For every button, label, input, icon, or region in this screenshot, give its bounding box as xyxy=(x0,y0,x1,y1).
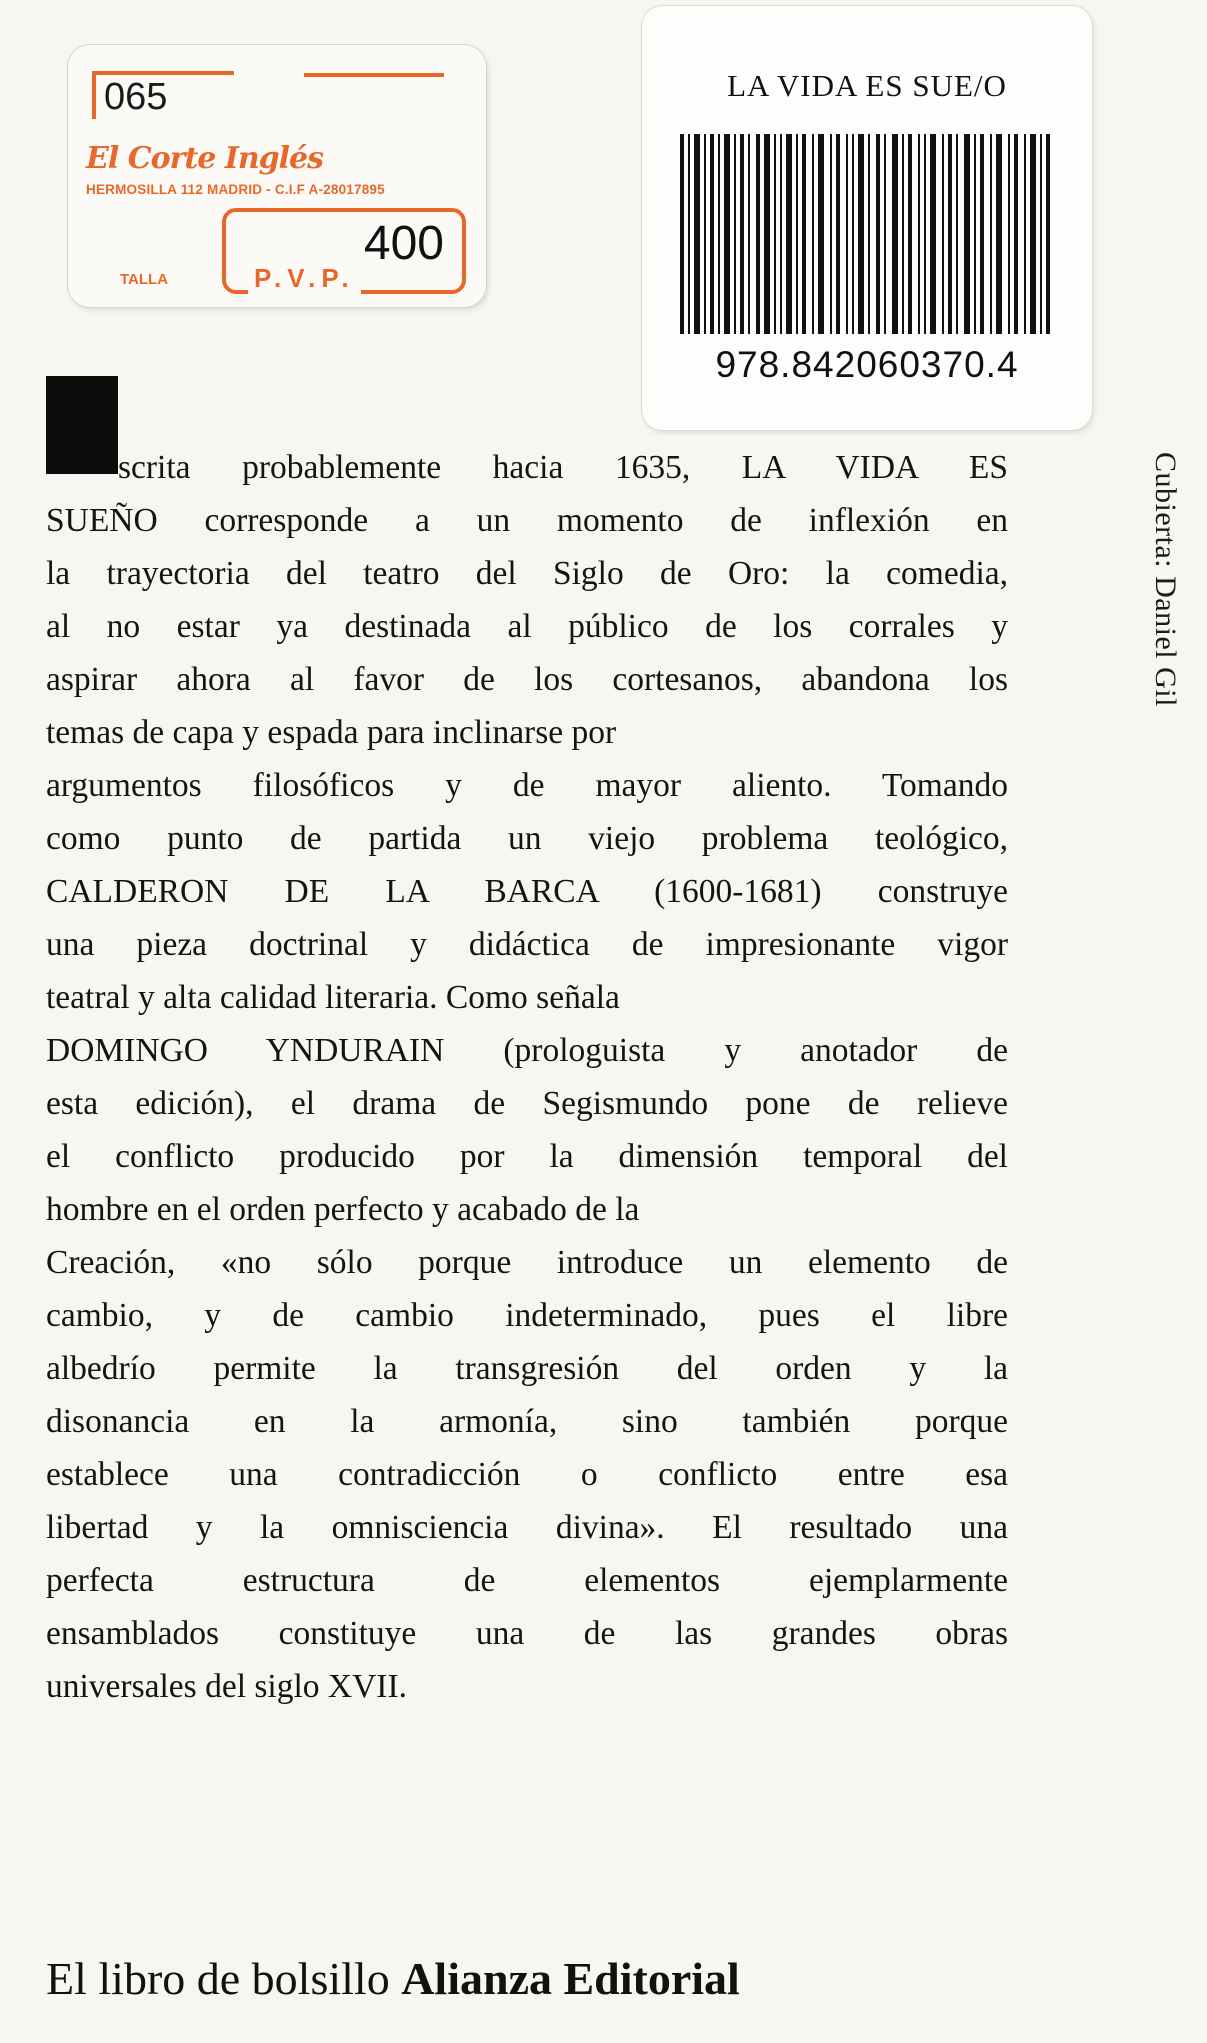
synopsis-line: ensamblados constituye una de las grandes obras xyxy=(46,1615,1008,1652)
synopsis-line: teatral y alta calidad literaria. Como señala xyxy=(46,979,620,1016)
price-box xyxy=(222,208,466,294)
publisher-name: Alianza Editorial xyxy=(401,1953,740,2004)
synopsis-line: aspirar ahora al favor de los cortesanos, abandona los xyxy=(46,661,1008,698)
synopsis-line: universales del siglo XVII. xyxy=(46,1668,407,1705)
synopsis-line: argumentos filosóficos y de mayor aliento. Tomando xyxy=(46,767,1008,804)
synopsis-line: al no estar ya destinada al público de los corrales y xyxy=(46,608,1008,645)
price-sticker xyxy=(68,45,486,307)
synopsis-line: CALDERON DE LA BARCA (1600-1681) construye xyxy=(46,873,1008,910)
isbn-number: 978.842060370.4 xyxy=(715,344,1019,385)
sticker-code: 065 xyxy=(92,71,234,119)
publisher-imprint xyxy=(46,1952,740,2005)
synopsis-line: albedrío permite la transgresión del orden y la xyxy=(46,1350,1008,1387)
synopsis-line: la trayectoria del teatro del Siglo de Oro: la comedia, xyxy=(46,555,1008,592)
synopsis-line: perfecta estructura de elementos ejemplarmente xyxy=(46,1562,1008,1599)
synopsis-line: libertad y la omnisciencia divina». El resultado una xyxy=(46,1509,1008,1546)
drop-cap: E xyxy=(46,376,118,474)
synopsis-line: una pieza doctrinal y didáctica de impresionante vigor xyxy=(46,926,1008,963)
price-value: 400 xyxy=(363,217,444,270)
synopsis-line: el conflicto producido por la dimensión temporal del xyxy=(46,1138,1008,1175)
store-address: HERMOSILLA 112 MADRID - C.I.F A-28017895 xyxy=(86,182,385,197)
sticker-rule xyxy=(304,73,444,77)
series-name: El libro de bolsillo xyxy=(46,1953,390,2004)
cover-credit: Cubierta: Daniel Gil xyxy=(1149,452,1182,707)
barcode-title: LA VIDA ES SUE/O xyxy=(727,68,1007,103)
synopsis-line: cambio, y de cambio indeterminado, pues el libre xyxy=(46,1297,1008,1334)
synopsis-line: SUEÑO corresponde a un momento de inflexión en xyxy=(46,502,1008,539)
synopsis-line: DOMINGO YNDURAIN (prologuista y anotador de xyxy=(46,1032,1008,1069)
synopsis-line: hombre en el orden perfecto y acabado de la xyxy=(46,1191,640,1228)
barcode-icon xyxy=(680,134,1050,334)
synopsis-line: scrita probablemente hacia 1635, LA VIDA ES xyxy=(118,449,1008,486)
synopsis-line: establece una contradicción o conflicto entre esa xyxy=(46,1456,1008,1493)
store-logo: El Corte Inglés xyxy=(86,141,323,176)
synopsis-line: esta edición), el drama de Segismundo pone de relieve xyxy=(46,1085,1008,1122)
synopsis-line: como punto de partida un viejo problema teológico, xyxy=(46,820,1008,857)
synopsis-line: temas de capa y espada para inclinarse por xyxy=(46,714,617,751)
barcode-sticker xyxy=(642,6,1092,430)
synopsis-text xyxy=(46,441,1008,1713)
synopsis-line: disonancia en la armonía, sino también porque xyxy=(46,1403,1008,1440)
synopsis-line: Creación, «no sólo porque introduce un elemento de xyxy=(46,1244,1008,1281)
size-label: TALLA xyxy=(120,271,169,288)
pvp-label: P.V.P. xyxy=(248,263,361,294)
